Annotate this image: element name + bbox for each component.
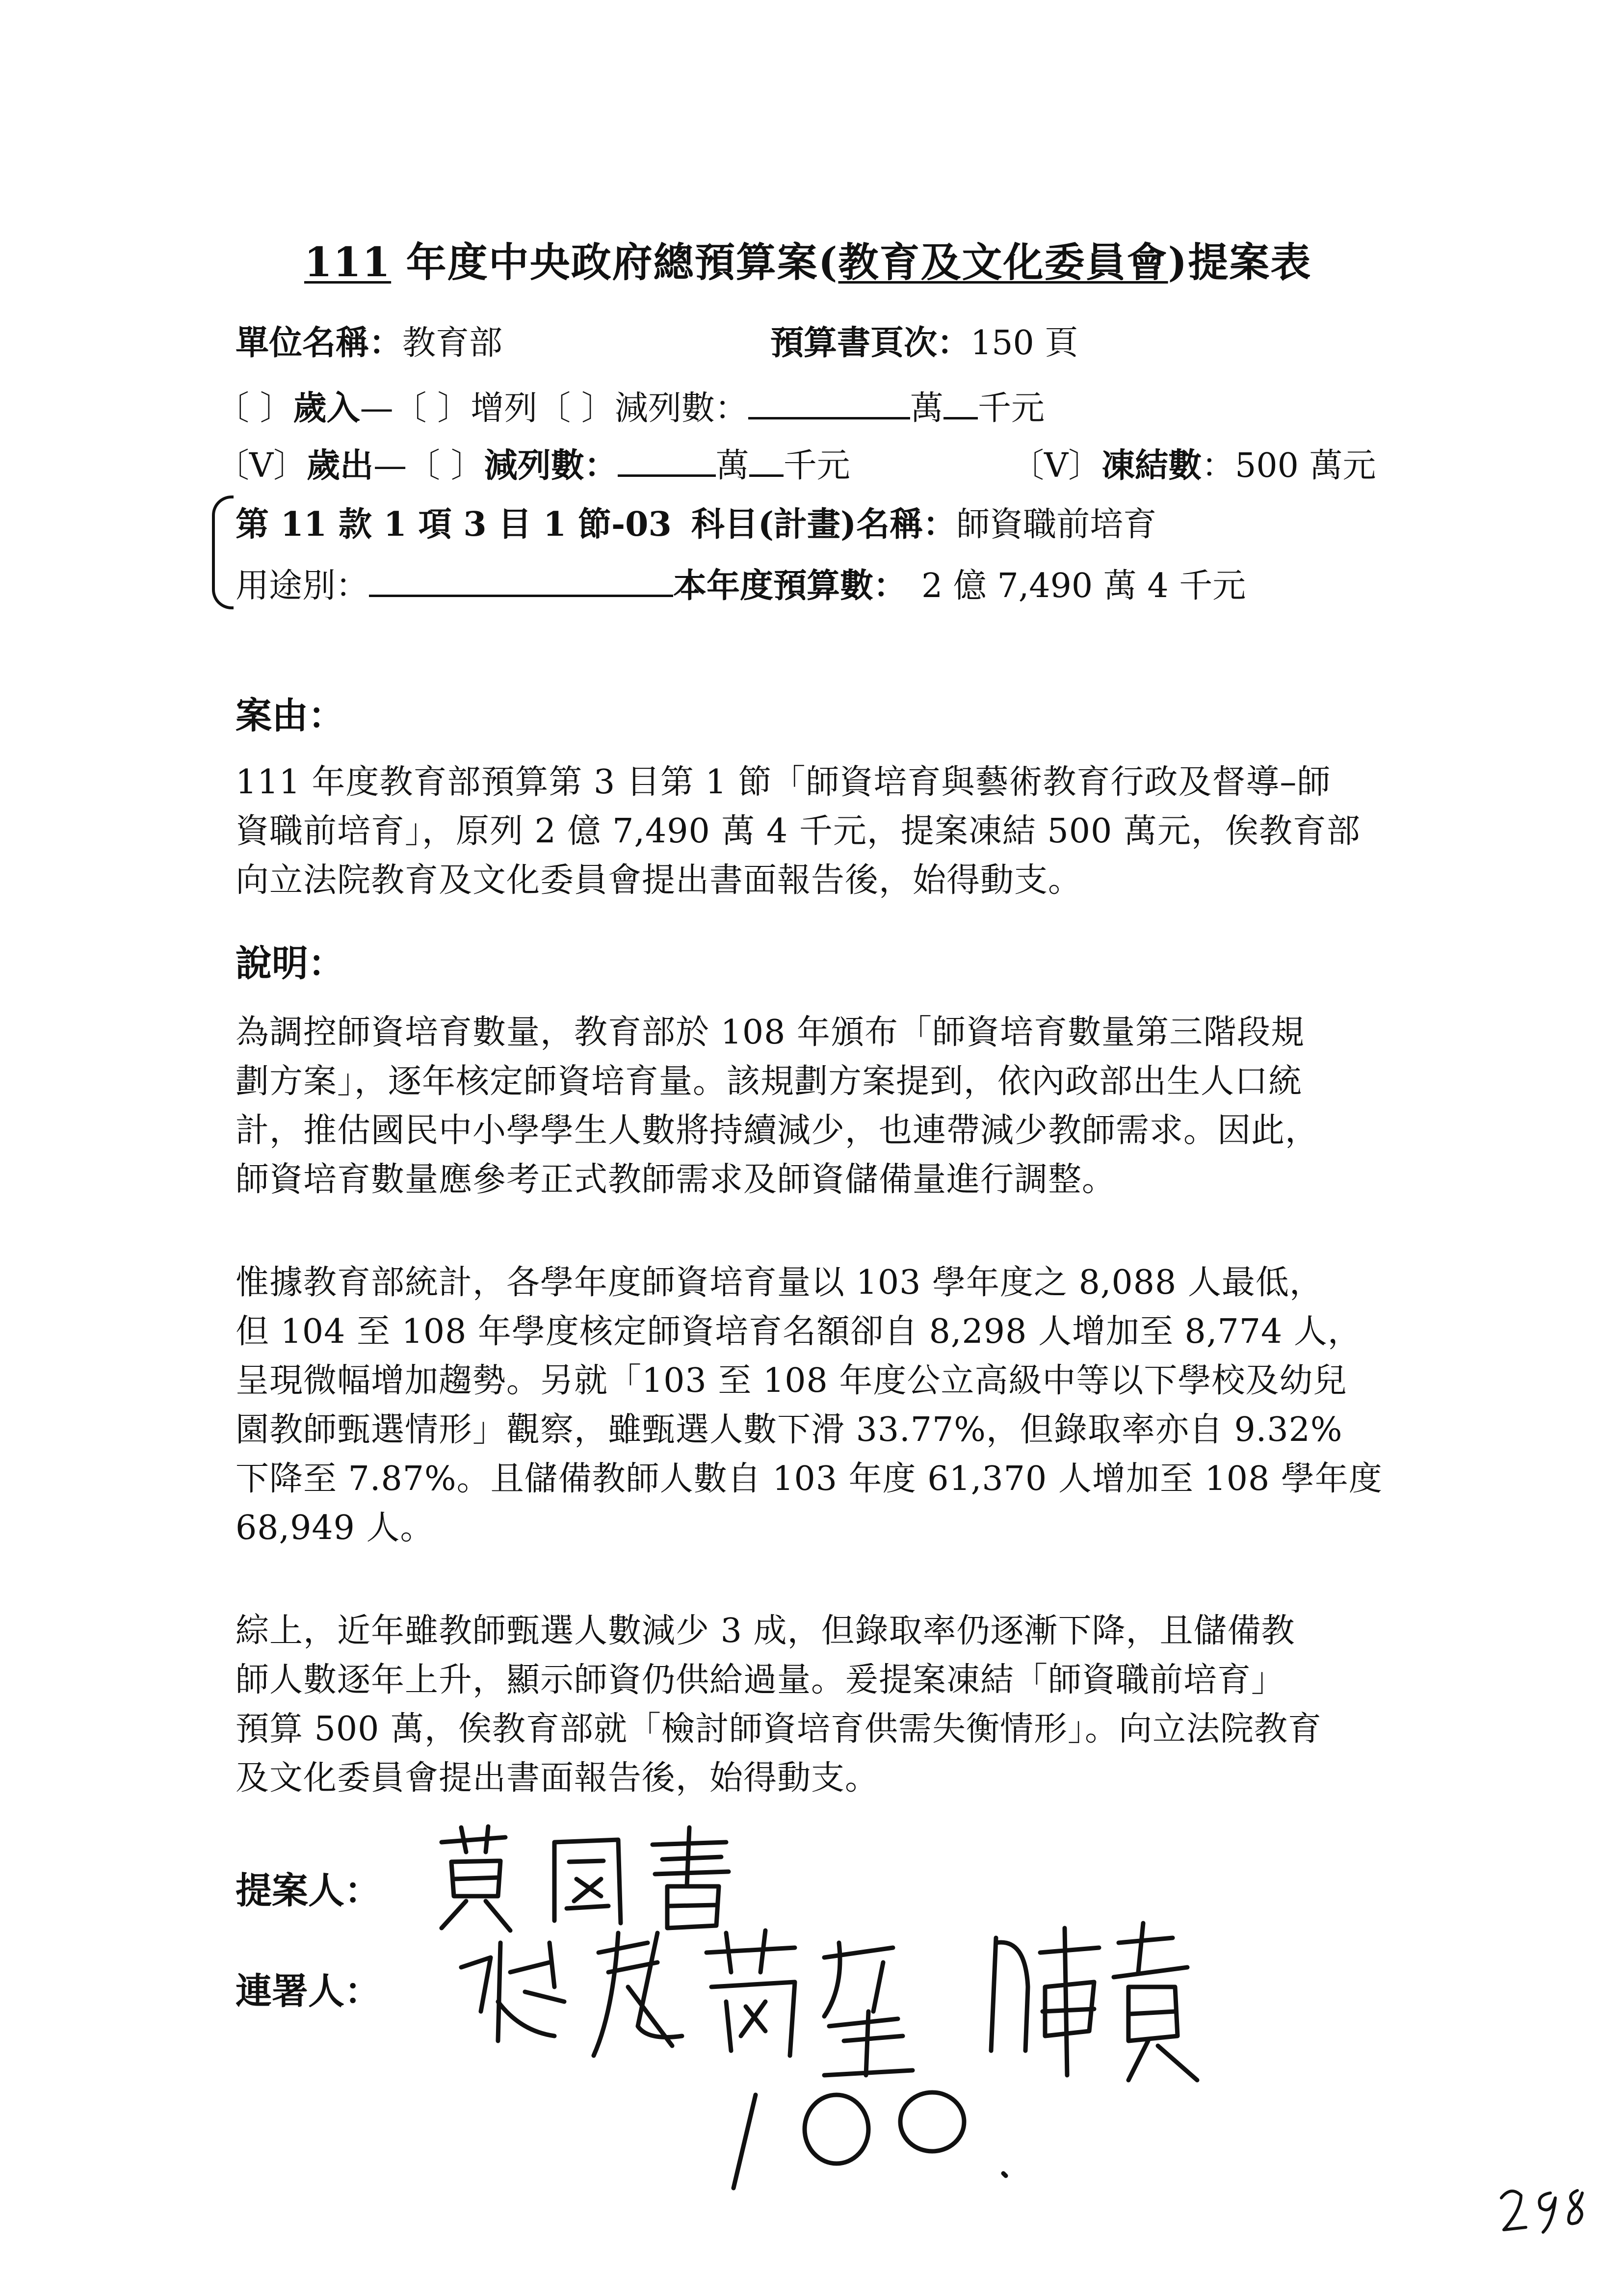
handwritten-number: [726, 2075, 1030, 2222]
explanation-line: 68,949 人。: [236, 1509, 434, 1547]
explanation-line: 呈現微幅增加趨勢。另就「103 至 108 年度公立高級中等以下學校及幼兒: [236, 1361, 1347, 1400]
revenue-amount-blank: [748, 413, 910, 419]
unit-value: 教育部: [402, 324, 503, 363]
budget-value: 2 億 7,490 萬 4 千元: [921, 567, 1246, 605]
freeze-value: ：500 萬元: [1202, 446, 1376, 485]
item-name-label: 科目(計畫)名稱：: [691, 505, 957, 544]
reason-paragraph: [236, 758, 1442, 905]
freeze-line: [1011, 439, 1376, 487]
reason-line: 111 年度教育部預算第 3 目第 1 節「師資培育與藝術教育行政及督導–師: [236, 763, 1331, 802]
explanation-paragraph-2: [236, 1258, 1442, 1553]
revenue-increase-label: 增列: [471, 389, 538, 428]
usage-blank: [369, 591, 673, 597]
page-ref-value: 150 頁: [970, 324, 1078, 363]
title-part1: 年度中央政府總預算案(: [391, 239, 838, 286]
revenue-decrease-bracket: 〔 〕: [537, 389, 615, 428]
expense-decrease-label: 減列數：: [484, 446, 618, 485]
reason-heading: 案由：: [236, 695, 344, 737]
revenue-decrease-label: 減列數：: [614, 389, 748, 428]
expense-amount-blank: [618, 470, 716, 477]
expense-bracket: 〔V〕: [216, 446, 307, 485]
usage-line: [236, 559, 1246, 607]
revenue-qian-blank: [943, 413, 978, 419]
explanation-line: 但 104 至 108 年學度核定師資培育名額卻自 8,298 人增加至 8,774 人，: [236, 1312, 1362, 1351]
explanation-line: 為調控師資培育數量，教育部於 108 年頒布「師資培育數量第三階段規: [236, 1013, 1305, 1052]
explanation-line: 師資培育數量應參考正式教師需求及師資儲備量進行調整。: [236, 1160, 1116, 1199]
explanation-paragraph-3: [236, 1607, 1442, 1803]
page-number: [1496, 2183, 1595, 2242]
expense-qian-blank: [749, 470, 784, 477]
explanation-line: 師人數逐年上升，顯示師資仍供給過量。爰提案凍結「師資職前培育」: [236, 1661, 1285, 1699]
explanation-line: 及文化委員會提出書面報告後，始得動支。: [236, 1759, 879, 1798]
expense-wan: 萬: [715, 446, 749, 485]
title-committee: 教育及文化委員會: [838, 239, 1168, 286]
explanation-line: 綜上，近年雖教師甄選人數減少 3 成，但錄取率仍逐漸下降，且儲備教: [236, 1612, 1295, 1650]
usage-label: 用途別：: [236, 567, 369, 605]
unit-row: [236, 316, 502, 364]
freeze-bracket: 〔V〕: [1011, 446, 1102, 485]
page-ref-row: [770, 316, 1078, 364]
reason-line: 向立法院教育及文化委員會提出書面報告後，始得動支。: [236, 861, 1082, 900]
explanation-line: 惟據教育部統計，各學年度師資培育量以 103 學年度之 8,088 人最低，: [236, 1263, 1323, 1302]
explanation-paragraph-1: [236, 1008, 1442, 1204]
expense-qian: 千元: [783, 446, 850, 485]
expense-label: 歲出: [307, 446, 374, 485]
cosigner-label: 連署人：: [236, 1970, 381, 2012]
reason-line: 資職前培育」，原列 2 億 7,490 萬 4 千元，提案凍結 500 萬元，俟教育部: [236, 812, 1361, 851]
title-part2: )提案表: [1168, 239, 1312, 286]
budget-label: 本年度預算數：: [673, 566, 907, 605]
page-ref-label: 預算書頁次：: [770, 323, 971, 363]
revenue-wan: 萬: [910, 389, 943, 428]
expense-decrease-bracket: 〔 〕: [407, 446, 484, 485]
expense-line: [216, 439, 850, 487]
expense-dash: —: [373, 446, 407, 485]
explanation-line: 劃方案」，逐年核定師資培育量。該規劃方案提到，依內政部出生人口統: [236, 1062, 1303, 1101]
explanation-line: 預算 500 萬，俟教育部就「檢討師資培育供需失衡情形」。向立法院教育: [236, 1710, 1322, 1748]
item-line: [236, 498, 1156, 546]
title-year: 111: [304, 239, 392, 286]
revenue-label: 歲入: [293, 389, 360, 428]
page-title: [304, 231, 1311, 288]
explanation-line: 園教師甄選情形」觀察，雖甄選人數下滑 33.77%，但錄取率亦自 9.32%: [236, 1410, 1343, 1449]
revenue-bracket: 〔 〕: [216, 389, 293, 428]
revenue-qian: 千元: [977, 389, 1045, 428]
revenue-line: [216, 382, 1045, 429]
explanation-line: 下降至 7.87%。且儲備教師人數自 103 年度 61,370 人增加至 108 學年度: [236, 1460, 1383, 1498]
explanation-line: 計，推估國民中小學學生人數將持續減少，也連帶減少教師需求。因此，: [236, 1111, 1319, 1150]
revenue-increase-bracket: 〔 〕: [393, 389, 471, 428]
item-bracket: [212, 496, 234, 609]
item-name-value: 師資職前培育: [956, 505, 1157, 544]
cosigner-signatures: [451, 1913, 1285, 2100]
proposer-label: 提案人：: [236, 1870, 381, 1912]
item-code: 第 11 款 1 項 3 目 1 節-03: [236, 505, 672, 544]
explanation-heading: 說明：: [236, 942, 344, 985]
freeze-label: 凍結數: [1101, 446, 1202, 485]
unit-label: 單位名稱：: [236, 323, 403, 363]
revenue-dash: —: [360, 389, 393, 428]
